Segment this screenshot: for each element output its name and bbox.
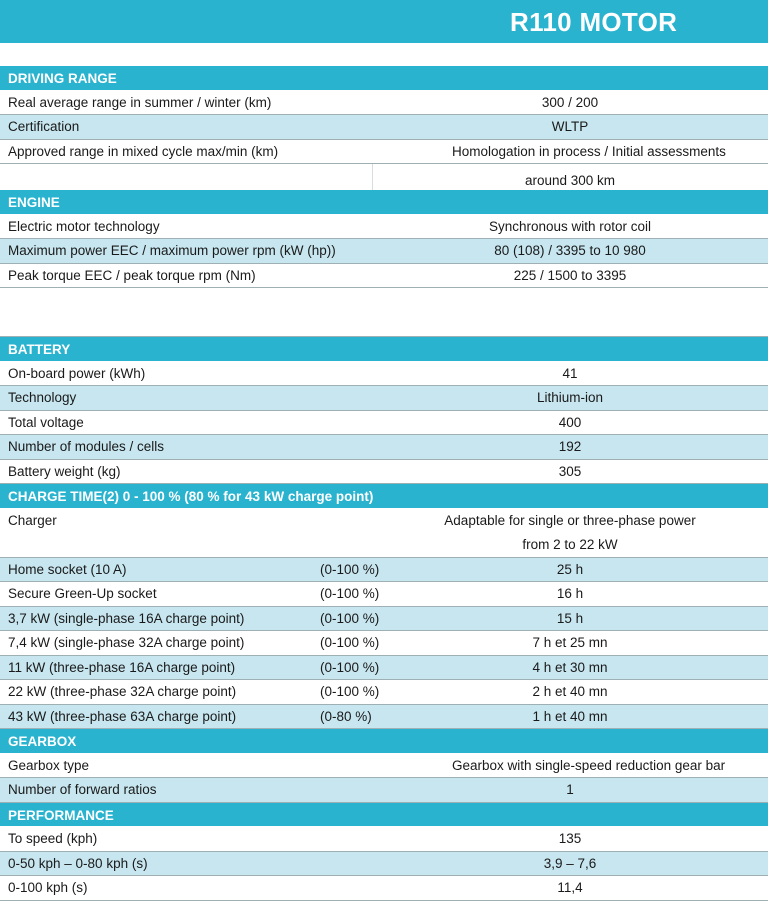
row-label: Peak torque EEC / peak torque rpm (Nm) (8, 267, 256, 283)
row-value: 192 (558, 439, 582, 454)
table-row (0, 754, 768, 779)
table-row (0, 582, 768, 607)
table-row (0, 656, 768, 681)
table-row (0, 435, 768, 460)
row-range: (0-100 %) (320, 586, 380, 601)
section-header-performance (0, 803, 768, 828)
blank-spacer (0, 288, 768, 337)
title-bar (0, 0, 768, 43)
table-row (0, 876, 768, 901)
table-row (0, 607, 768, 632)
row-value: 11,4 (557, 880, 583, 895)
row-value: WLTP (551, 119, 589, 134)
row-label: 43 kW (three-phase 63A charge point) (8, 708, 237, 724)
row-value: Homologation in process / Initial assessments (452, 143, 726, 159)
row-label: On-board power (kWh) (8, 365, 146, 381)
row-label: 0-100 kph (s) (8, 880, 88, 895)
row-value: 225 / 1500 to 3395 (513, 267, 627, 283)
row-value: around 300 km (524, 173, 616, 188)
table-row (0, 264, 768, 289)
table-row (0, 533, 768, 558)
table-row (0, 852, 768, 877)
row-value: Synchronous with rotor coil (488, 218, 652, 234)
row-range: (0-100 %) (320, 635, 380, 650)
table-row (0, 91, 768, 116)
row-label: Gearbox type (8, 757, 90, 773)
section-title: BATTERY (8, 342, 71, 357)
row-label: Secure Green-Up socket (8, 586, 157, 601)
section-header-engine (0, 190, 768, 215)
table-row (0, 509, 768, 534)
table-row (0, 164, 768, 190)
row-range: (0-100 %) (320, 659, 380, 675)
row-label: Charger (8, 512, 57, 528)
table-row (0, 215, 768, 240)
table-row (0, 140, 768, 165)
table-row (0, 778, 768, 803)
section-title: PERFORMANCE (8, 807, 114, 823)
row-range: (0-100 %) (320, 610, 380, 626)
row-label: 11 kW (three-phase 16A charge point) (8, 659, 236, 675)
row-label: 0-50 kph – 0-80 kph (s) (8, 855, 148, 871)
row-label: 3,7 kW (single-phase 16A charge point) (8, 610, 245, 626)
page-title: R110 MOTOR (510, 7, 678, 37)
row-value: 135 (558, 831, 582, 846)
row-range: (0-100 %) (320, 684, 380, 699)
row-value: 3,9 – 7,6 (543, 855, 597, 871)
section-title: DRIVING RANGE (8, 71, 117, 86)
row-value: 300 / 200 (541, 94, 599, 110)
row-value: 1 (566, 782, 574, 797)
row-value: 25 h (556, 561, 584, 577)
table-row (0, 239, 768, 264)
row-value: 7 h et 25 mn (532, 635, 608, 650)
row-label: Certification (8, 119, 80, 134)
row-value: 80 (108) / 3395 to 10 980 (494, 243, 646, 258)
table-row (0, 827, 768, 852)
section-header-gearbox (0, 729, 768, 754)
row-value: 41 (562, 365, 578, 381)
row-value: 16 h (556, 586, 584, 601)
row-label: Total voltage (8, 414, 84, 430)
row-label: Real average range in summer / winter (km) (8, 94, 272, 110)
row-label: 22 kW (three-phase 32A charge point) (8, 684, 237, 699)
row-value: Adaptable for single or three-phase power (444, 512, 696, 528)
row-label: Approved range in mixed cycle max/min (km) (8, 143, 279, 159)
row-range: (0-80 %) (320, 708, 372, 724)
table-row (0, 115, 768, 140)
row-range: (0-100 %) (320, 561, 380, 577)
section-header-battery (0, 337, 768, 362)
spec-table (0, 66, 768, 901)
row-value: 2 h et 40 mn (532, 684, 608, 699)
row-value: 400 (558, 414, 582, 430)
table-row (0, 680, 768, 705)
row-label: Number of forward ratios (8, 782, 157, 797)
row-value: 305 (558, 463, 582, 479)
section-header-driving-range (0, 66, 768, 91)
row-label: Number of modules / cells (8, 439, 165, 454)
table-row (0, 411, 768, 436)
table-row (0, 705, 768, 730)
section-header-charge-time (0, 484, 768, 509)
row-label: Home socket (10 A) (8, 561, 127, 577)
section-title: ENGINE (8, 195, 60, 210)
row-label: To speed (kph) (8, 831, 98, 846)
table-row (0, 362, 768, 387)
section-title: GEARBOX (8, 734, 77, 749)
row-value: 1 h et 40 mn (532, 708, 608, 724)
table-row (0, 386, 768, 411)
row-value-continued: from 2 to 22 kW (522, 537, 618, 552)
row-value: 15 h (556, 610, 584, 626)
row-label: Maximum power EEC / maximum power rpm (kW (hp)) (8, 243, 336, 258)
table-row (0, 558, 768, 583)
table-row (0, 631, 768, 656)
row-value: 4 h et 30 mn (532, 659, 608, 675)
row-value: Gearbox with single-speed reduction gear bar (452, 757, 726, 773)
row-label: Battery weight (kg) (8, 463, 121, 479)
row-label: 7,4 kW (single-phase 32A charge point) (8, 635, 245, 650)
row-value: Lithium-ion (536, 390, 604, 405)
table-row (0, 460, 768, 485)
section-title: CHARGE TIME(2) 0 - 100 % (80 % for 43 kW charge point) (8, 489, 374, 504)
row-label: Technology (8, 390, 77, 405)
row-label: Electric motor technology (8, 218, 160, 234)
